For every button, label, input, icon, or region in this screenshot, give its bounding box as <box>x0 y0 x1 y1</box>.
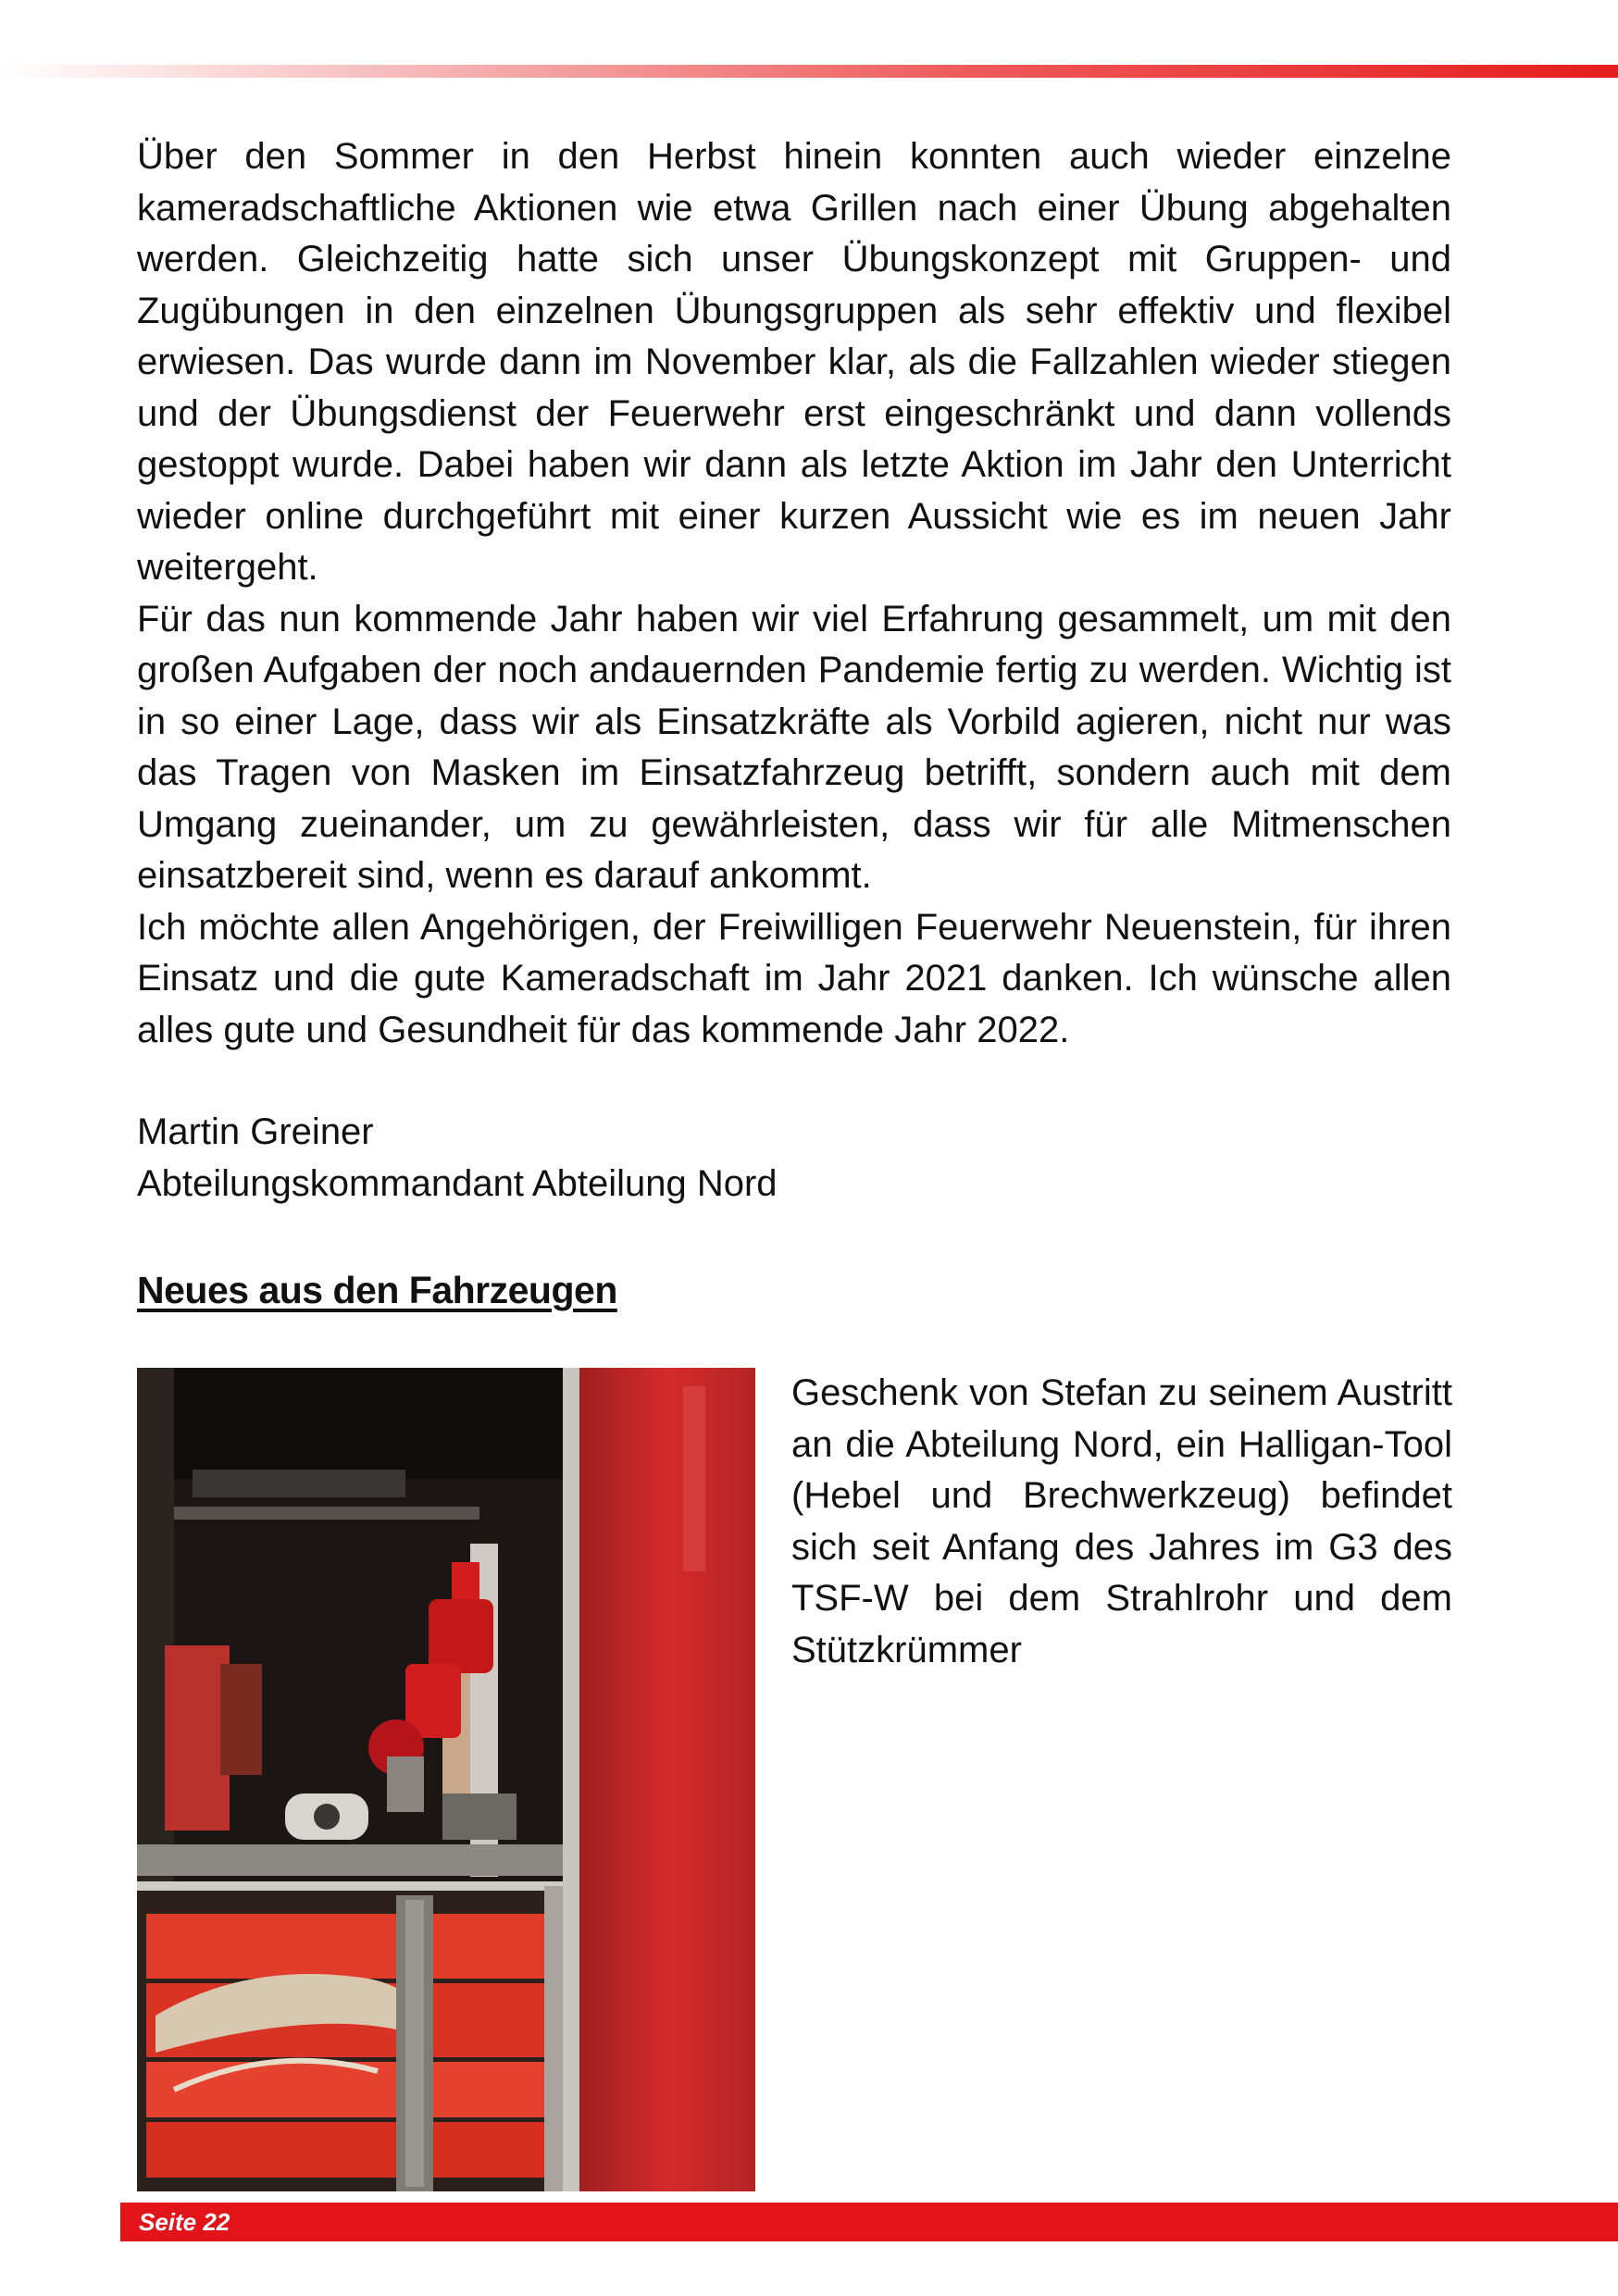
photo-caption: Geschenk von Stefan zu seinem Austritt an die Abteilung Nord, ein Halligan-Tool (Hebel und Brechwerkzeug) befindet sich seit Anfang des Jahres im G3 des TSF-W bei dem Strahlrohr und dem Stützkrümmer <box>791 1372 1452 1670</box>
section-heading: Neues aus den Fahrzeugen <box>137 1269 617 1311</box>
article-body <box>137 131 1451 1317</box>
paragraph: Für das nun kommende Jahr haben wir viel Erfahrung gesammelt, um mit den großen Aufgaben der noch andauernden Pandemie fertig zu werden. Wichtig ist in so einer Lage, dass wir als Einsatzkräfte als Vorbild agieren, nicht nur was das Tragen von Masken im Einsatzfahrzeug betrifft, sondern auch mit dem Umgang zueinander, um zu gewährleisten, dass wir für alle Mitmenschen einsatzbereit sind, wenn es darauf ankommt. <box>137 598 1451 896</box>
paragraph: Ich möchte allen Angehörigen, der Freiwilligen Feuerwehr Neuenstein, für ihren Einsatz und die gute Kameradschaft im Jahr 2021 danken. Ich wünsche allen alles gute und Gesundheit für das kommende Jahr 2022. <box>137 906 1451 1050</box>
page-number: Seite 22 <box>139 2207 230 2236</box>
signature-role: Abteilungskommandant Abteilung Nord <box>137 1162 778 1204</box>
signature-name: Martin Greiner <box>137 1111 374 1152</box>
vehicle-compartment-photo <box>137 1368 755 2191</box>
paragraph: Über den Sommer in den Herbst hinein konnten auch wieder einzelne kameradschaftliche Aktionen wie etwa Grillen nach einer Übung abgehalten werden. Gleichzeitig hatte sich unser Übungskonzept mit Gruppen- und Zugübungen in den einzelnen Übungsgruppen als sehr effektiv und flexibel erwiesen. Das wurde dann im November klar, als die Fallzahlen wieder stiegen und der Übungsdienst der Feuerwehr erst eingeschränkt und dann vollends gestoppt wurde. Dabei haben wir dann als letzte Aktion im Jahr den Unterricht wieder online durchgeführt mit einer kurzen Aussicht wie es im neuen Jahr weitergeht. <box>137 136 1451 588</box>
footer-bar <box>120 2203 1618 2241</box>
top-decor-bar <box>0 65 1618 78</box>
